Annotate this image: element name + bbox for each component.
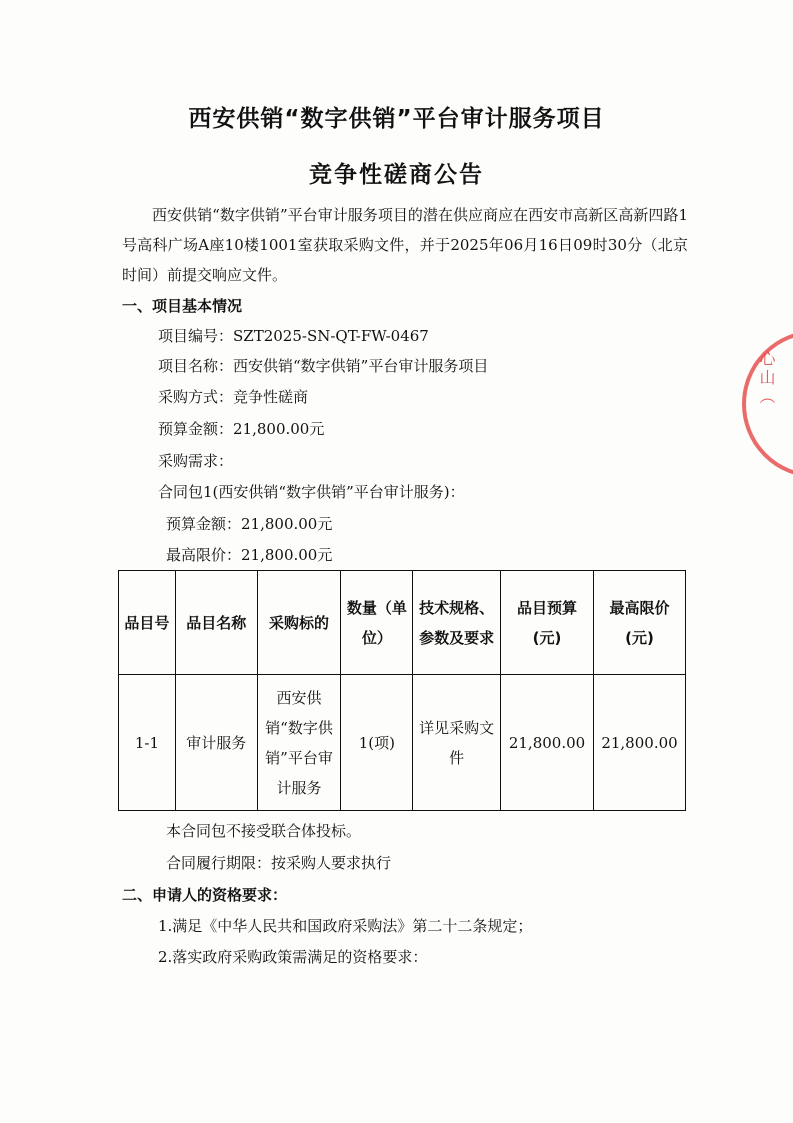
table-header-cell: 品目号	[119, 571, 176, 675]
budget-amount: 预算金额：21,800.00元	[158, 420, 325, 438]
procurement-requirement: 采购需求：	[158, 452, 234, 470]
table-cell: 西安供销“数字供销”平台审计服务	[257, 675, 341, 811]
table-header-cell: 采购标的	[257, 571, 341, 675]
contract-package: 合同包1(西安供销“数字供销”平台审计服务)：	[158, 483, 465, 501]
contract-period: 合同履行期限：按采购人要求执行	[166, 854, 392, 872]
consortium-note: 本合同包不接受联合体投标。	[166, 822, 362, 840]
procurement-method: 采购方式：竞争性磋商	[158, 388, 309, 406]
table-header-cell: 技术规格、参数及要求	[413, 571, 501, 675]
project-number: 项目编号：SZT2025-SN-QT-FW-0467	[158, 327, 429, 345]
title-line-2: 竞争性磋商公告	[309, 162, 484, 188]
project-name: 项目名称：西安供销“数字供销”平台审计服务项目	[158, 357, 489, 375]
table-cell: 详见采购文件	[413, 675, 501, 811]
table-cell: 21,800.00	[501, 675, 594, 811]
table-header-cell: 品目预算(元)	[501, 571, 594, 675]
table-cell: 1-1	[119, 675, 176, 811]
table-cell: 21,800.00	[594, 675, 686, 811]
title-line-1: 西安供销“数字供销”平台审计服务项目	[188, 106, 605, 132]
package-max-price: 最高限价：21,800.00元	[166, 546, 333, 564]
table-header-cell: 数量（单位）	[341, 571, 413, 675]
section2-heading: 二、申请人的资格要求：	[122, 886, 288, 904]
table-cell: 1(项)	[341, 675, 413, 811]
table-header-cell: 最高限价(元)	[594, 571, 686, 675]
stamp-text: 心山（	[757, 350, 776, 407]
items-table	[118, 570, 686, 811]
intro-paragraph: 西安供销“数字供销”平台审计服务项目的潜在供应商应在西安市高新区高新四路1号高科广场A座10楼1001室获取采购文件，并于2025年06月16日09时30分（北京时间）前提交响应文件。	[122, 206, 688, 284]
qualification-item-1: 1.满足《中华人民共和国政府采购法》第二十二条规定；	[158, 917, 533, 935]
table-row	[119, 675, 686, 811]
package-budget: 预算金额：21,800.00元	[166, 515, 333, 533]
table-header-cell: 品目名称	[175, 571, 257, 675]
table-cell: 审计服务	[175, 675, 257, 811]
table-header-row	[119, 571, 686, 675]
section1-heading: 一、项目基本情况	[122, 297, 243, 315]
qualification-item-2: 2.落实政府采购政策需满足的资格要求：	[158, 948, 428, 966]
